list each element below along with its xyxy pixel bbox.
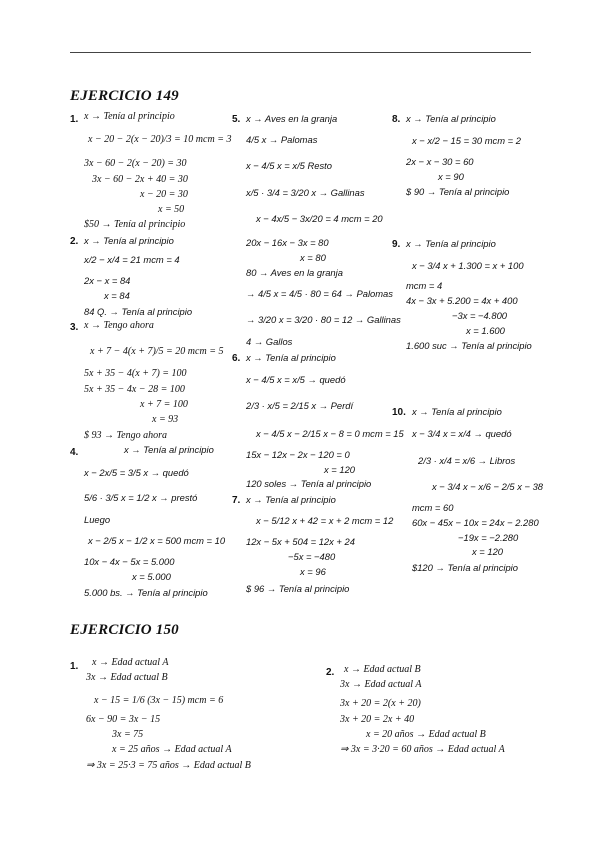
header-rule: [70, 52, 531, 53]
math-line: x = 5.000: [132, 571, 171, 582]
math-line: x → Tenía al principio: [124, 444, 214, 455]
math-line: −19x = −2.280: [458, 532, 519, 543]
answer-line: $ 90 → Tenía al principio: [406, 186, 510, 197]
math-line: 12x − 5x + 504 = 12x + 24: [246, 536, 355, 547]
math-line: x + 7 − 4(x + 7)/5 = 20 mcm = 5: [90, 346, 224, 357]
math-line: x → Edad actual B: [344, 664, 421, 675]
math-line: 10x − 4x − 5x = 5.000: [84, 556, 175, 567]
math-line: x − 15 = 1/6 (3x − 15) mcm = 6: [94, 695, 224, 706]
math-line: x = 80: [300, 252, 326, 263]
math-line: 15x − 12x − 2x − 120 = 0: [246, 449, 350, 460]
math-line: x = 25 años → Edad actual A: [112, 744, 232, 755]
math-line: 3x + 20 = 2x + 40: [340, 714, 415, 725]
answer-line: $120 → Tenía al principio: [412, 562, 518, 573]
math-line: x → Tenía al principio: [406, 238, 496, 249]
math-line: 3x → Edad actual B: [86, 672, 168, 683]
math-line: 2/3 · x/5 = 2/15 x → Perdí: [246, 400, 354, 411]
problem-number: 2.: [326, 667, 335, 678]
math-line: x → Tenía al principio: [84, 235, 174, 246]
problem-number: 1.: [70, 114, 79, 125]
math-line: 80 → Aves en la granja: [246, 267, 343, 278]
problem-number: 7.: [232, 495, 241, 506]
math-line: x = 50: [158, 204, 185, 215]
problem-number: 10.: [392, 407, 406, 418]
math-line: x → Tenía al principio: [246, 352, 336, 363]
math-line: x → Tenía al principio: [84, 111, 175, 122]
problem-number: 4.: [70, 447, 79, 458]
math-line: 2x − x = 84: [84, 275, 131, 286]
answer-line: $ 93 → Tengo ahora: [84, 430, 167, 441]
math-line: 20x − 16x − 3x = 80: [246, 237, 329, 248]
math-line: x − 3/4 x = x/4 → quedó: [412, 428, 512, 439]
problem-number: 2.: [70, 236, 79, 247]
math-line: x = 96: [300, 566, 326, 577]
math-line: → 3/20 x = 3/20 · 80 = 12 → Gallinas: [246, 314, 401, 325]
answer-line: 4 → Gallos: [246, 336, 293, 347]
math-line: x → Tengo ahora: [84, 320, 154, 331]
math-line: x − 2x/5 = 3/5 x → quedó: [84, 467, 189, 478]
math-line: x − x/2 − 15 = 30 mcm = 2: [412, 135, 521, 146]
math-line: x = 20 años → Edad actual B: [366, 729, 486, 740]
math-line: 3x − 60 − 2x + 40 = 30: [92, 174, 188, 185]
problem-number: 3.: [70, 322, 79, 333]
math-line: x → Tenía al principio: [412, 406, 502, 417]
math-line: 3x = 75: [112, 729, 144, 740]
math-line: x − 4/5 x = x/5 Resto: [246, 160, 332, 171]
answer-line: 120 soles → Tenía al principio: [246, 478, 372, 489]
math-line: x + 7 = 100: [140, 399, 188, 410]
answer-line: ⇒ 3x = 25·3 = 75 años → Edad actual B: [86, 760, 251, 771]
math-line: x − 3/4 x − x/6 − 2/5 x − 38: [432, 481, 544, 492]
answer-line: $ 96 → Tenía al principio: [246, 583, 350, 594]
math-line: Luego: [84, 514, 111, 525]
math-line: 5x + 35 − 4x − 28 = 100: [84, 384, 185, 395]
math-line: 3x → Edad actual A: [340, 679, 422, 690]
math-line: −5x = −480: [288, 551, 336, 562]
math-line: x → Tenía al principio: [246, 494, 336, 505]
problem-number: 8.: [392, 114, 401, 125]
problem-number: 6.: [232, 353, 241, 364]
math-line: x → Tenía al principio: [406, 113, 496, 124]
math-line: x = 120: [472, 546, 504, 557]
answer-line: ⇒ 3x = 3·20 = 60 años → Edad actual A: [340, 744, 505, 755]
math-line: x − 2/5 x − 1/2 x = 500 mcm = 10: [88, 535, 226, 546]
math-line: 60x − 45x − 10x = 24x − 2.280: [412, 517, 539, 528]
math-line: mcm = 60: [412, 502, 454, 513]
math-line: x − 5/12 x + 42 = x + 2 mcm = 12: [256, 515, 394, 526]
answer-line: 5.000 bs. → Tenía al principio: [84, 587, 208, 598]
math-line: x − 4/5 x − 2/15 x − 8 = 0 mcm = 15: [256, 428, 404, 439]
math-line: x = 90: [438, 171, 464, 182]
math-line: x = 120: [324, 464, 356, 475]
heading-ejercicio-150: EJERCICIO 150: [70, 622, 179, 638]
math-line: x = 84: [104, 290, 130, 301]
math-line: x − 20 = 30: [140, 189, 188, 200]
math-line: → 4/5 x = 4/5 · 80 = 64 → Palomas: [246, 288, 393, 299]
math-line: x/2 − x/4 = 21 mcm = 4: [84, 254, 180, 265]
math-line: x/5 · 3/4 = 3/20 x → Gallinas: [246, 187, 365, 198]
math-line: x = 93: [152, 414, 179, 425]
problem-number: 1.: [70, 661, 79, 672]
math-line: 3x + 20 = 2(x + 20): [340, 698, 421, 709]
math-line: x − 3/4 x + 1.300 = x + 100: [412, 260, 524, 271]
answer-line: 84 Q. → Tenía al principio: [84, 306, 193, 317]
math-line: x = 1.600: [466, 325, 505, 336]
problem-number: 5.: [232, 114, 241, 125]
math-line: 6x − 90 = 3x − 15: [86, 714, 161, 725]
math-line: 5x + 35 − 4(x + 7) = 100: [84, 368, 187, 379]
math-line: 2x − x − 30 = 60: [406, 156, 474, 167]
heading-ejercicio-149: EJERCICIO 149: [70, 88, 179, 104]
math-line: 4/5 x → Palomas: [246, 134, 318, 145]
math-line: −3x = −4.800: [452, 310, 507, 321]
math-line: x − 4x/5 − 3x/20 = 4 mcm = 20: [256, 213, 383, 224]
math-line: 5/6 · 3/5 x = 1/2 x → prestó: [84, 492, 198, 503]
math-line: x − 20 − 2(x − 20)/3 = 10 mcm = 3: [88, 134, 232, 145]
answer-line: $50 → Tenía al principio: [84, 219, 186, 230]
math-line: x − 4/5 x = x/5 → quedó: [246, 374, 346, 385]
answer-line: 1.600 suc → Tenía al principio: [406, 340, 532, 351]
math-line: 3x − 60 − 2(x − 20) = 30: [84, 158, 187, 169]
math-line: 2/3 · x/4 = x/6 → Libros: [418, 455, 516, 466]
math-line: mcm = 4: [406, 280, 443, 291]
math-line: x → Edad actual A: [92, 657, 169, 668]
math-line: x → Aves en la granja: [246, 113, 338, 124]
math-line: 4x − 3x + 5.200 = 4x + 400: [406, 295, 518, 306]
problem-number: 9.: [392, 239, 401, 250]
